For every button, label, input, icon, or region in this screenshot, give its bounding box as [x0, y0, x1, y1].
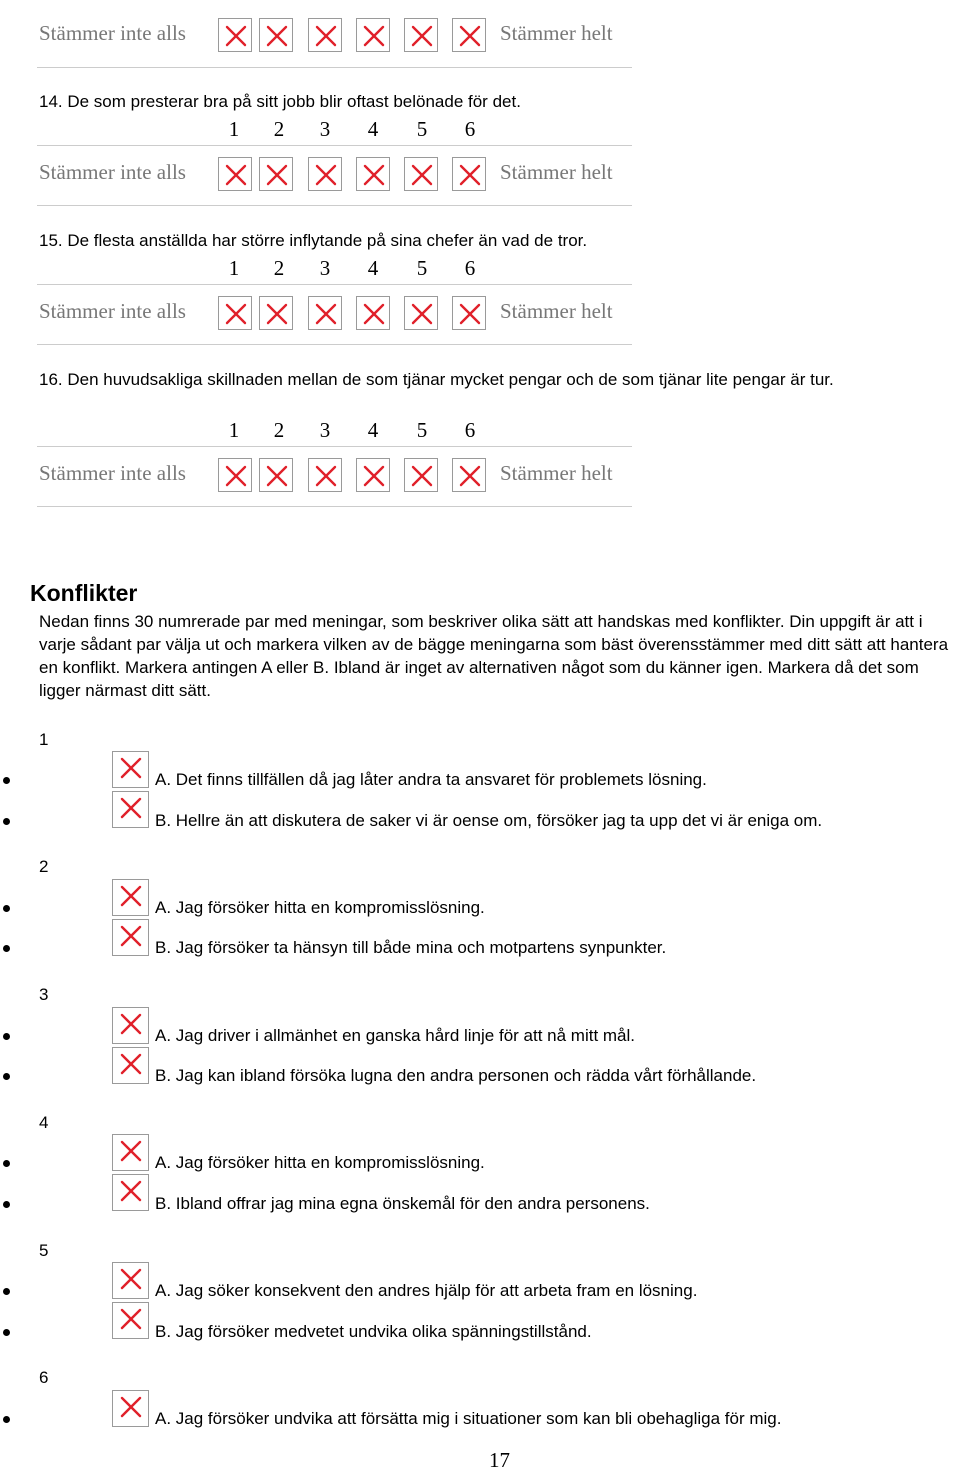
option-a-checkbox[interactable] [112, 1134, 149, 1171]
scale-number: 2 [273, 418, 285, 442]
divider [37, 67, 632, 68]
option-a-checkbox[interactable] [112, 1390, 149, 1427]
rating-checkbox-4[interactable] [356, 296, 390, 330]
scale-number: 3 [319, 117, 331, 141]
rating-checkbox-1[interactable] [218, 157, 252, 191]
scale-number: 1 [228, 256, 240, 280]
option-a-text: A. Jag driver i allmänhet en ganska hård linje för att nå mitt mål. [155, 1026, 636, 1045]
scale-left-label: Stämmer inte alls [39, 21, 186, 45]
x-mark-icon [266, 164, 288, 186]
option-a-text: A. Jag söker konsekvent den andres hjälp för att arbeta fram en lösning. [155, 1281, 698, 1300]
pair-number: 5 [39, 1241, 49, 1260]
option-a-checkbox[interactable] [112, 1007, 149, 1044]
rating-checkbox-3[interactable] [308, 458, 342, 492]
rating-checkbox-5[interactable] [404, 458, 438, 492]
rating-checkbox-3[interactable] [308, 18, 342, 52]
scale-right-label: Stämmer helt [500, 160, 613, 184]
rating-checkbox-1[interactable] [218, 296, 252, 330]
x-mark-icon [266, 25, 288, 47]
scale-number: 4 [367, 117, 379, 141]
scale-number: 3 [319, 418, 331, 442]
rating-checkbox-6[interactable] [452, 296, 486, 330]
x-mark-icon [459, 164, 481, 186]
x-mark-icon [363, 303, 385, 325]
bullet [3, 818, 10, 825]
rating-checkbox-4[interactable] [356, 18, 390, 52]
divider [37, 446, 632, 447]
bullet [3, 1160, 10, 1167]
rating-checkbox-1[interactable] [218, 458, 252, 492]
option-b-checkbox[interactable] [112, 791, 149, 828]
option-b-text: B. Jag försöker medvetet undvika olika spänningstillstånd. [155, 1322, 592, 1341]
rating-checkbox-3[interactable] [308, 157, 342, 191]
x-mark-icon [459, 303, 481, 325]
x-mark-icon [120, 885, 142, 907]
question-16-text: 16. Den huvudsakliga skillnaden mellan de som tjänar mycket pengar och de som tjänar lite pengar är tur. [39, 370, 834, 389]
bullet [3, 1073, 10, 1080]
x-mark-icon [120, 1396, 142, 1418]
rating-checkbox-2[interactable] [259, 296, 293, 330]
section-title: Konflikter [30, 580, 138, 606]
option-a-text: A. Det finns tillfällen då jag låter andra ta ansvaret för problemets lösning. [155, 770, 707, 789]
rating-checkbox-2[interactable] [259, 157, 293, 191]
option-a-checkbox[interactable] [112, 1262, 149, 1299]
bullet [3, 945, 10, 952]
x-mark-icon [411, 164, 433, 186]
scale-left-label: Stämmer inte alls [39, 299, 186, 323]
pair-number: 3 [39, 985, 49, 1004]
option-b-text: B. Hellre än att diskutera de saker vi är oense om, försöker jag ta upp det vi är eniga om. [155, 811, 823, 830]
rating-scale-row [0, 458, 640, 494]
rating-checkbox-6[interactable] [452, 458, 486, 492]
rating-checkbox-5[interactable] [404, 18, 438, 52]
rating-checkbox-3[interactable] [308, 296, 342, 330]
x-mark-icon [120, 925, 142, 947]
scale-number: 5 [416, 117, 428, 141]
scale-number: 3 [319, 256, 331, 280]
x-mark-icon [120, 1053, 142, 1075]
option-a-text: A. Jag försöker undvika att försätta mig i situationer som kan bli obehagliga för mig. [155, 1409, 782, 1428]
x-mark-icon [120, 1140, 142, 1162]
option-b-text: B. Jag kan ibland försöka lugna den andra personen och rädda vårt förhållande. [155, 1066, 757, 1085]
option-a-checkbox[interactable] [112, 879, 149, 916]
option-b-checkbox[interactable] [112, 1302, 149, 1339]
bullet [3, 1201, 10, 1208]
scale-number: 1 [228, 418, 240, 442]
pair-number: 4 [39, 1113, 49, 1132]
bullet [3, 1288, 10, 1295]
scale-number: 4 [367, 256, 379, 280]
rating-checkbox-6[interactable] [452, 18, 486, 52]
rating-checkbox-5[interactable] [404, 296, 438, 330]
question-15-text: 15. De flesta anställda har större inflytande på sina chefer än vad de tror. [39, 231, 588, 250]
x-mark-icon [459, 25, 481, 47]
rating-checkbox-5[interactable] [404, 157, 438, 191]
divider [37, 145, 632, 146]
x-mark-icon [120, 1180, 142, 1202]
scale-number: 6 [464, 256, 476, 280]
x-mark-icon [315, 465, 337, 487]
pair-number: 2 [39, 857, 49, 876]
option-b-text: B. Jag försöker ta hänsyn till både mina och motpartens synpunkter. [155, 938, 667, 957]
pair-number: 1 [39, 730, 49, 749]
scale-right-label: Stämmer helt [500, 461, 613, 485]
rating-checkbox-4[interactable] [356, 157, 390, 191]
x-mark-icon [225, 303, 247, 325]
scale-number: 6 [464, 117, 476, 141]
bullet [3, 777, 10, 784]
scale-number: 6 [464, 418, 476, 442]
divider [37, 284, 632, 285]
option-b-text: B. Ibland offrar jag mina egna önskemål för den andra personens. [155, 1194, 650, 1213]
x-mark-icon [411, 465, 433, 487]
scale-left-label: Stämmer inte alls [39, 461, 186, 485]
x-mark-icon [363, 25, 385, 47]
rating-checkbox-2[interactable] [259, 18, 293, 52]
x-mark-icon [120, 797, 142, 819]
scale-number: 2 [273, 256, 285, 280]
x-mark-icon [363, 164, 385, 186]
option-b-checkbox[interactable] [112, 919, 149, 956]
x-mark-icon [120, 1013, 142, 1035]
bullet [3, 1033, 10, 1040]
bullet [3, 905, 10, 912]
x-mark-icon [225, 465, 247, 487]
x-mark-icon [266, 303, 288, 325]
bullet [3, 1416, 10, 1423]
x-mark-icon [225, 164, 247, 186]
section-intro: Nedan finns 30 numrerade par med meningar, som beskriver olika sätt att handskas med konflikter. Din uppgift är att i varje sådant par välja ut och markera vilken av de bägge meningarna som bäst överensstämmer med ditt sätt att hantera en konflikt. Markera antingen A eller B. Ibland är inget av alternativen något som du känner igen. Markera då det som ligger närmast ditt sätt. [39, 612, 949, 700]
rating-scale-row [0, 296, 640, 332]
divider [37, 205, 632, 206]
x-mark-icon [120, 1268, 142, 1290]
option-b-checkbox[interactable] [112, 1047, 149, 1084]
x-mark-icon [315, 25, 337, 47]
x-mark-icon [315, 303, 337, 325]
option-a-text: A. Jag försöker hitta en kompromisslösning. [155, 1153, 485, 1172]
x-mark-icon [225, 25, 247, 47]
rating-checkbox-4[interactable] [356, 458, 390, 492]
x-mark-icon [363, 465, 385, 487]
x-mark-icon [459, 465, 481, 487]
x-mark-icon [120, 757, 142, 779]
option-a-checkbox[interactable] [112, 751, 149, 788]
rating-checkbox-2[interactable] [259, 458, 293, 492]
pair-number: 6 [39, 1368, 49, 1387]
question-14-text: 14. De som presterar bra på sitt jobb blir oftast belönade för det. [39, 92, 521, 111]
option-b-checkbox[interactable] [112, 1174, 149, 1211]
rating-checkbox-6[interactable] [452, 157, 486, 191]
rating-checkbox-1[interactable] [218, 18, 252, 52]
rating-scale-row [0, 157, 640, 193]
scale-number: 1 [228, 117, 240, 141]
scale-number: 4 [367, 418, 379, 442]
scale-right-label: Stämmer helt [500, 21, 613, 45]
option-a-text: A. Jag försöker hitta en kompromisslösning. [155, 898, 485, 917]
page-number: 17 [489, 1448, 510, 1472]
x-mark-icon [120, 1308, 142, 1330]
divider [37, 506, 632, 507]
x-mark-icon [266, 465, 288, 487]
x-mark-icon [411, 25, 433, 47]
scale-number: 2 [273, 117, 285, 141]
x-mark-icon [411, 303, 433, 325]
scale-left-label: Stämmer inte alls [39, 160, 186, 184]
scale-number: 5 [416, 256, 428, 280]
scale-number: 5 [416, 418, 428, 442]
divider [37, 344, 632, 345]
bullet [3, 1329, 10, 1336]
rating-scale-row [0, 18, 640, 54]
scale-right-label: Stämmer helt [500, 299, 613, 323]
x-mark-icon [315, 164, 337, 186]
